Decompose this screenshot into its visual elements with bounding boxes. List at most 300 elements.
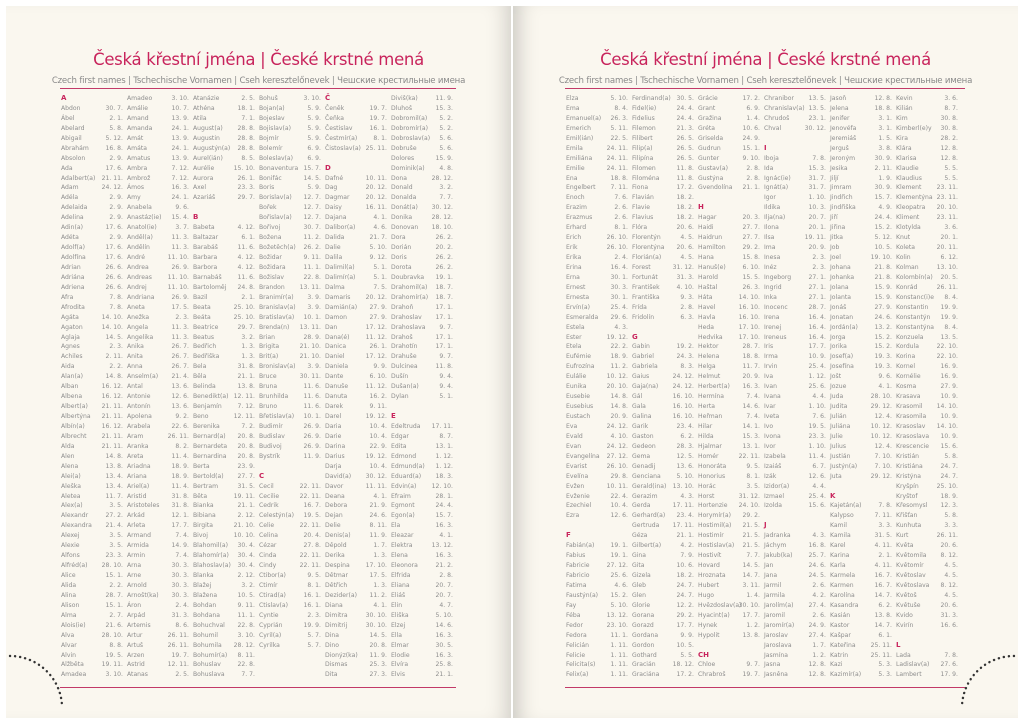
name-day-date: 10. 1. xyxy=(303,313,321,321)
name-day-date: 8. 1. xyxy=(746,472,760,480)
first-name: Gvendolína xyxy=(698,184,733,192)
first-name: Baltazar xyxy=(193,234,219,242)
name-day-date: 12. 11. xyxy=(167,661,189,669)
name-day-date: 20. 3. xyxy=(742,214,760,222)
first-name: Karmela xyxy=(830,572,856,579)
name-day-date: 29. 12. xyxy=(870,472,892,480)
first-name: Daniel xyxy=(325,353,345,361)
name-entry xyxy=(325,660,387,670)
first-name: Fridolín xyxy=(632,313,655,321)
name-day-date: 24. 6. xyxy=(874,313,892,321)
name-day-date: 11. 10. xyxy=(167,283,189,291)
name-day-date: 16. 8. xyxy=(105,144,123,152)
first-name: Budivoj xyxy=(259,442,282,450)
name-entry xyxy=(830,273,892,283)
name-day-date: 12. 4. xyxy=(874,442,892,450)
first-name: Aida xyxy=(61,363,75,371)
name-day-date: 7. 11. xyxy=(874,512,892,520)
first-name: Juliána xyxy=(830,422,851,430)
first-name: Běla xyxy=(193,373,207,381)
first-name: Bertram xyxy=(193,482,218,490)
name-day-date: 20. 10. xyxy=(936,204,958,212)
name-day-date: 25. 7. xyxy=(808,552,826,560)
name-day-date: 9. 11. xyxy=(303,254,321,261)
first-name: Juda xyxy=(830,393,844,401)
first-name: Gustav(a) xyxy=(698,164,728,172)
name-day-date: 11. 4. xyxy=(171,482,189,490)
first-name: Bela xyxy=(193,363,207,371)
name-entry xyxy=(325,253,387,263)
name-day-date: 4. 12. xyxy=(237,224,255,232)
first-name: Damon xyxy=(325,313,347,321)
name-day-date: 17. 7. xyxy=(808,343,826,351)
first-name: Filemon xyxy=(632,124,656,132)
name-day-date: 17. 7. xyxy=(676,621,694,629)
name-entry xyxy=(698,382,760,392)
first-name: Jasoň xyxy=(830,95,847,102)
name-entry xyxy=(127,273,189,283)
name-day-date: 5. 1. xyxy=(439,393,453,401)
name-day-date: 4. 12. xyxy=(237,263,255,271)
first-name: Hana xyxy=(698,254,714,261)
name-entry xyxy=(193,631,255,641)
name-entry xyxy=(830,164,892,174)
name-day-date: 14. 10. xyxy=(738,293,760,301)
name-entry xyxy=(391,313,453,323)
first-name: Diana xyxy=(325,601,343,609)
name-day-date: 8. 8. xyxy=(109,641,123,649)
name-day-date: 19. 7. xyxy=(369,104,387,112)
first-name: Hroznata xyxy=(698,572,726,579)
name-day-date: 30. 10. xyxy=(365,611,387,619)
name-entry xyxy=(764,392,826,402)
first-name: Arkád xyxy=(127,512,145,520)
name-day-date: 8. 1. xyxy=(614,224,628,232)
first-name: Afrodita xyxy=(61,303,85,311)
name-day-date: 15. 7. xyxy=(303,164,321,172)
name-entry xyxy=(830,104,892,114)
name-entry xyxy=(61,253,123,263)
name-entry xyxy=(830,501,892,511)
name-day-date: 3. 1. xyxy=(878,114,892,122)
name-entry xyxy=(896,670,958,680)
name-entry xyxy=(896,164,958,174)
first-name: Jindřich xyxy=(830,194,853,202)
name-entry xyxy=(566,670,628,680)
name-day-date: 24. 6. xyxy=(808,562,826,570)
name-day-date: 23. 10. xyxy=(606,621,628,629)
name-day-date: 19. 12. xyxy=(365,413,387,420)
name-day-date: 12. 6. xyxy=(610,512,628,520)
name-entry xyxy=(830,670,892,680)
first-name: Alma xyxy=(61,611,77,619)
first-name: Estela xyxy=(566,323,585,331)
name-entry xyxy=(632,313,694,323)
name-day-date: 11. 3. xyxy=(171,234,189,242)
name-day-date: 26. 7. xyxy=(171,363,189,371)
name-entry xyxy=(61,154,123,164)
first-name: Azariáš xyxy=(193,194,216,202)
letter-label: D xyxy=(325,163,331,172)
name-day-date: 4. 5. xyxy=(680,254,694,261)
name-day-date: 27. 6. xyxy=(940,661,958,669)
name-day-date: 15. 6. xyxy=(808,502,826,510)
name-entry xyxy=(259,144,321,154)
first-name: Barbara xyxy=(193,254,218,261)
name-entry xyxy=(830,551,892,561)
first-name: Iris xyxy=(764,343,774,351)
name-day-date: 3. 5. xyxy=(109,502,123,510)
name-entry xyxy=(764,492,826,502)
first-name: Hvězdoslav(a) xyxy=(698,601,742,609)
name-day-date: 10. 12. xyxy=(870,432,892,440)
first-name: Jasna xyxy=(764,661,781,669)
name-day-date: 26. 2. xyxy=(435,263,453,271)
first-name: Eustach xyxy=(566,413,591,420)
name-day-date: 5. 9. xyxy=(307,184,321,192)
name-day-date: 10. 9. xyxy=(940,432,958,440)
name-entry xyxy=(830,203,892,213)
name-column xyxy=(566,94,628,680)
name-entry xyxy=(764,323,826,333)
first-name: Kašpar xyxy=(830,631,851,639)
name-day-date: 18. 9. xyxy=(171,472,189,480)
name-entry xyxy=(698,352,760,362)
name-day-date: 31. 12. xyxy=(738,492,760,500)
first-name: Daniela xyxy=(325,363,349,371)
name-entry xyxy=(764,283,826,293)
name-day-date: 31. 12. xyxy=(672,263,694,271)
name-day-date: 14. 8. xyxy=(610,393,628,401)
first-name: Elektra xyxy=(391,542,413,550)
first-name: Jarolím(a) xyxy=(764,601,794,609)
first-name: Donalda xyxy=(391,194,417,202)
name-day-date: 27. 4. xyxy=(808,631,826,639)
first-name: Fatima xyxy=(566,581,587,589)
name-day-date: 11. 3. xyxy=(171,323,189,331)
first-name: Bernardeta xyxy=(193,442,228,450)
first-name: Fabricie xyxy=(566,562,590,570)
name-entry xyxy=(632,114,694,124)
first-name: Anastáz(ie) xyxy=(127,214,162,222)
first-name: Adelaida xyxy=(61,204,88,212)
name-entry xyxy=(61,611,123,621)
name-day-date: 18. 7. xyxy=(435,293,453,301)
name-day-date: 5. 9. xyxy=(307,124,321,132)
name-entry xyxy=(566,342,628,352)
name-day-date: 15. 9. xyxy=(874,283,892,291)
name-entry xyxy=(325,432,387,442)
first-name: Dalimil(a) xyxy=(325,263,355,271)
name-column xyxy=(127,94,189,680)
first-name: Ivona xyxy=(764,432,781,440)
name-entry xyxy=(325,521,387,531)
name-day-date: 11. 6. xyxy=(303,403,321,411)
name-entry xyxy=(896,303,958,313)
name-entry xyxy=(193,601,255,611)
name-day-date: 4. 11. xyxy=(874,542,892,550)
name-day-date: 30. 3. xyxy=(610,283,628,291)
name-day-date: 17. 7. xyxy=(171,522,189,530)
name-day-date: 21. 10. xyxy=(233,522,255,530)
name-entry xyxy=(830,631,892,641)
first-name: Helmut xyxy=(698,373,721,381)
name-entry xyxy=(127,561,189,571)
name-day-date: 18. 2. xyxy=(676,572,694,579)
name-entry xyxy=(698,412,760,422)
first-name: Hilda xyxy=(698,432,714,440)
name-entry xyxy=(632,651,694,661)
name-day-date: 17. 12. xyxy=(365,353,387,361)
name-entry xyxy=(566,193,628,203)
name-entry xyxy=(193,323,255,333)
first-name: Hostislav(a) xyxy=(698,542,735,550)
first-name: Erna xyxy=(566,273,580,281)
name-entry xyxy=(698,422,760,432)
name-day-date: 19. 2. xyxy=(676,343,694,351)
name-day-date: 4. 5. xyxy=(680,234,694,242)
name-entry xyxy=(566,571,628,581)
name-day-date: 22. 11. xyxy=(299,552,321,560)
name-day-date: 27. 9. xyxy=(369,313,387,321)
name-day-date: 2. 1. xyxy=(878,552,892,560)
name-day-date: 19. 5. xyxy=(303,512,321,520)
first-name: Agáta xyxy=(61,313,79,321)
first-name: Genciana xyxy=(632,472,661,480)
name-entry xyxy=(632,253,694,263)
first-name: Květoslav xyxy=(896,572,926,579)
first-name: Ignát(a) xyxy=(764,184,789,192)
name-day-date: 22. 8. xyxy=(303,273,321,281)
name-day-date: 11. 8. xyxy=(435,363,453,371)
name-entry xyxy=(566,223,628,233)
name-day-date: 22. 11. xyxy=(299,522,321,530)
name-entry xyxy=(61,223,123,233)
name-day-date: 11. 9. xyxy=(435,95,453,102)
first-name: André xyxy=(127,254,146,261)
name-day-date: 17. 11. xyxy=(431,422,453,430)
name-day-date: 7. 8. xyxy=(812,154,826,162)
first-name: Adelina xyxy=(61,214,84,222)
name-entry xyxy=(632,452,694,462)
name-day-date: 28. 10. xyxy=(101,562,123,570)
first-name: Athéna xyxy=(193,104,215,112)
first-name: Blanka xyxy=(193,572,214,579)
name-entry xyxy=(391,382,453,392)
name-day-date: 2. 9. xyxy=(109,194,123,202)
name-entry xyxy=(391,561,453,571)
name-entry xyxy=(764,472,826,482)
first-name: Jolana xyxy=(830,283,849,291)
name-entry xyxy=(830,422,892,432)
name-day-date: 16. 9. xyxy=(940,363,958,371)
first-name: Judita xyxy=(830,403,848,411)
first-name: Alvin xyxy=(61,651,77,659)
name-entry xyxy=(566,104,628,114)
first-name: Dobruše xyxy=(391,144,417,152)
first-name: Chrabroš xyxy=(698,671,726,679)
first-name: Kalypso xyxy=(830,512,854,520)
name-entry xyxy=(259,283,321,293)
name-entry xyxy=(61,342,123,352)
name-day-date: 26. 10. xyxy=(606,244,628,252)
name-entry xyxy=(127,124,189,134)
first-name: Jaroslav xyxy=(764,631,788,639)
name-entry xyxy=(259,342,321,352)
first-name: Atanas xyxy=(127,671,148,679)
name-day-date: 22. 6. xyxy=(171,422,189,430)
first-name: Brunhilda xyxy=(259,393,289,401)
name-day-date: 30. 4. xyxy=(237,542,255,550)
name-entry xyxy=(566,621,628,631)
name-entry xyxy=(193,452,255,462)
name-entry xyxy=(127,283,189,293)
name-entry xyxy=(391,472,453,482)
first-name: Havla xyxy=(698,313,716,321)
first-name: Izidor(a) xyxy=(764,482,790,490)
first-name: Květomila xyxy=(896,552,927,560)
letter-heading xyxy=(764,144,826,154)
name-day-date: 26. 10. xyxy=(606,234,628,242)
name-entry xyxy=(698,660,760,670)
name-entry xyxy=(127,253,189,263)
name-entry xyxy=(764,183,826,193)
name-entry xyxy=(193,193,255,203)
name-entry xyxy=(259,273,321,283)
spacer xyxy=(764,511,826,521)
letter-label: CH xyxy=(698,650,709,659)
name-entry xyxy=(61,323,123,333)
name-day-date: 24. 11. xyxy=(606,154,628,162)
name-day-date: 28. 12. xyxy=(431,214,453,222)
name-entry xyxy=(698,223,760,233)
name-entry xyxy=(259,442,321,452)
spacer xyxy=(259,462,321,472)
name-day-date: 29. 2. xyxy=(676,611,694,619)
name-entry xyxy=(830,531,892,541)
name-day-date: 21. 3. xyxy=(676,124,694,132)
name-day-date: 8. 12. xyxy=(940,552,958,560)
first-name: Adriána xyxy=(61,273,85,281)
first-name: Josefína xyxy=(830,363,854,371)
first-name: Konstantýna xyxy=(896,323,935,331)
name-day-date: 14. 5. xyxy=(369,631,387,639)
name-day-date: 13. 8. xyxy=(105,462,123,470)
name-day-date: 19. 9. xyxy=(940,313,958,321)
first-name: Hanuš(e) xyxy=(698,263,726,271)
name-entry xyxy=(325,183,387,193)
name-day-date: 13. 2. xyxy=(874,323,892,331)
first-name: Blahomír(a) xyxy=(193,552,229,560)
first-name: Jorga xyxy=(830,333,846,341)
name-day-date: 19. 1. xyxy=(610,552,628,560)
name-entry xyxy=(896,333,958,343)
letter-heading xyxy=(896,641,958,651)
name-day-date: 26. 7. xyxy=(171,343,189,351)
name-entry xyxy=(193,492,255,502)
name-day-date: 30. 1. xyxy=(610,273,628,281)
name-day-date: 16. 12. xyxy=(101,383,123,391)
first-name: Ambra xyxy=(127,164,148,172)
first-name: Filibert xyxy=(632,134,653,142)
name-entry xyxy=(127,342,189,352)
name-entry xyxy=(896,581,958,591)
name-day-date: 13. 8. xyxy=(237,383,255,391)
name-day-date: 13. 9. xyxy=(171,154,189,162)
name-entry xyxy=(391,670,453,680)
first-name: Bohuslav xyxy=(193,661,221,669)
name-entry xyxy=(896,223,958,233)
name-day-date: 20. 7. xyxy=(808,214,826,222)
name-entry xyxy=(896,213,958,223)
name-entry xyxy=(764,422,826,432)
first-name: Brit(a) xyxy=(259,353,279,361)
name-day-date: 12. 2. xyxy=(676,601,694,609)
name-entry xyxy=(896,134,958,144)
letter-label: B xyxy=(193,213,199,222)
name-day-date: 1. 12. xyxy=(435,462,453,470)
name-day-date: 7. 6. xyxy=(614,194,628,202)
name-day-date: 16. 10. xyxy=(738,303,760,311)
first-name: Albertýna xyxy=(61,413,91,420)
name-entry xyxy=(259,541,321,551)
name-entry xyxy=(764,531,826,541)
name-entry xyxy=(193,591,255,601)
name-day-date: 24. 9. xyxy=(808,621,826,629)
first-name: Bohdan xyxy=(193,601,217,609)
first-name: Běta xyxy=(193,492,208,500)
name-entry xyxy=(127,541,189,551)
name-day-date: 3. 10. xyxy=(105,671,123,679)
name-entry xyxy=(127,263,189,273)
name-entry xyxy=(259,412,321,422)
name-day-date: 15. 5. xyxy=(742,273,760,281)
name-day-date: 6. 9. xyxy=(307,154,321,162)
name-day-date: 2. 3. xyxy=(175,313,189,321)
name-day-date: 16. 3. xyxy=(171,184,189,192)
name-entry xyxy=(61,293,123,303)
name-entry xyxy=(127,362,189,372)
name-day-date: 21. 7. xyxy=(369,234,387,242)
name-day-date: 9. 11. xyxy=(369,403,387,411)
name-entry xyxy=(127,293,189,303)
first-name: Axel xyxy=(193,184,207,192)
name-entry xyxy=(896,193,958,203)
name-entry xyxy=(259,263,321,273)
name-entry xyxy=(632,432,694,442)
name-entry xyxy=(698,164,760,174)
first-name: Absolon xyxy=(61,154,86,162)
first-name: Konzuela xyxy=(896,333,924,341)
name-entry xyxy=(325,263,387,273)
name-entry xyxy=(566,651,628,661)
name-entry xyxy=(259,223,321,233)
name-entry xyxy=(632,402,694,412)
first-name: Bohuchval xyxy=(193,621,225,629)
name-entry xyxy=(259,154,321,164)
name-entry xyxy=(391,352,453,362)
name-entry xyxy=(61,422,123,432)
name-entry xyxy=(61,452,123,462)
first-name: Alžběta xyxy=(61,661,84,669)
name-entry xyxy=(698,263,760,273)
name-entry xyxy=(632,492,694,502)
name-day-date: 21. 1. xyxy=(237,502,255,510)
first-name: Konstanc(i)e xyxy=(896,293,934,301)
first-name: Babeta xyxy=(193,224,215,232)
name-entry xyxy=(193,422,255,432)
name-day-date: 17. 1. xyxy=(435,333,453,341)
